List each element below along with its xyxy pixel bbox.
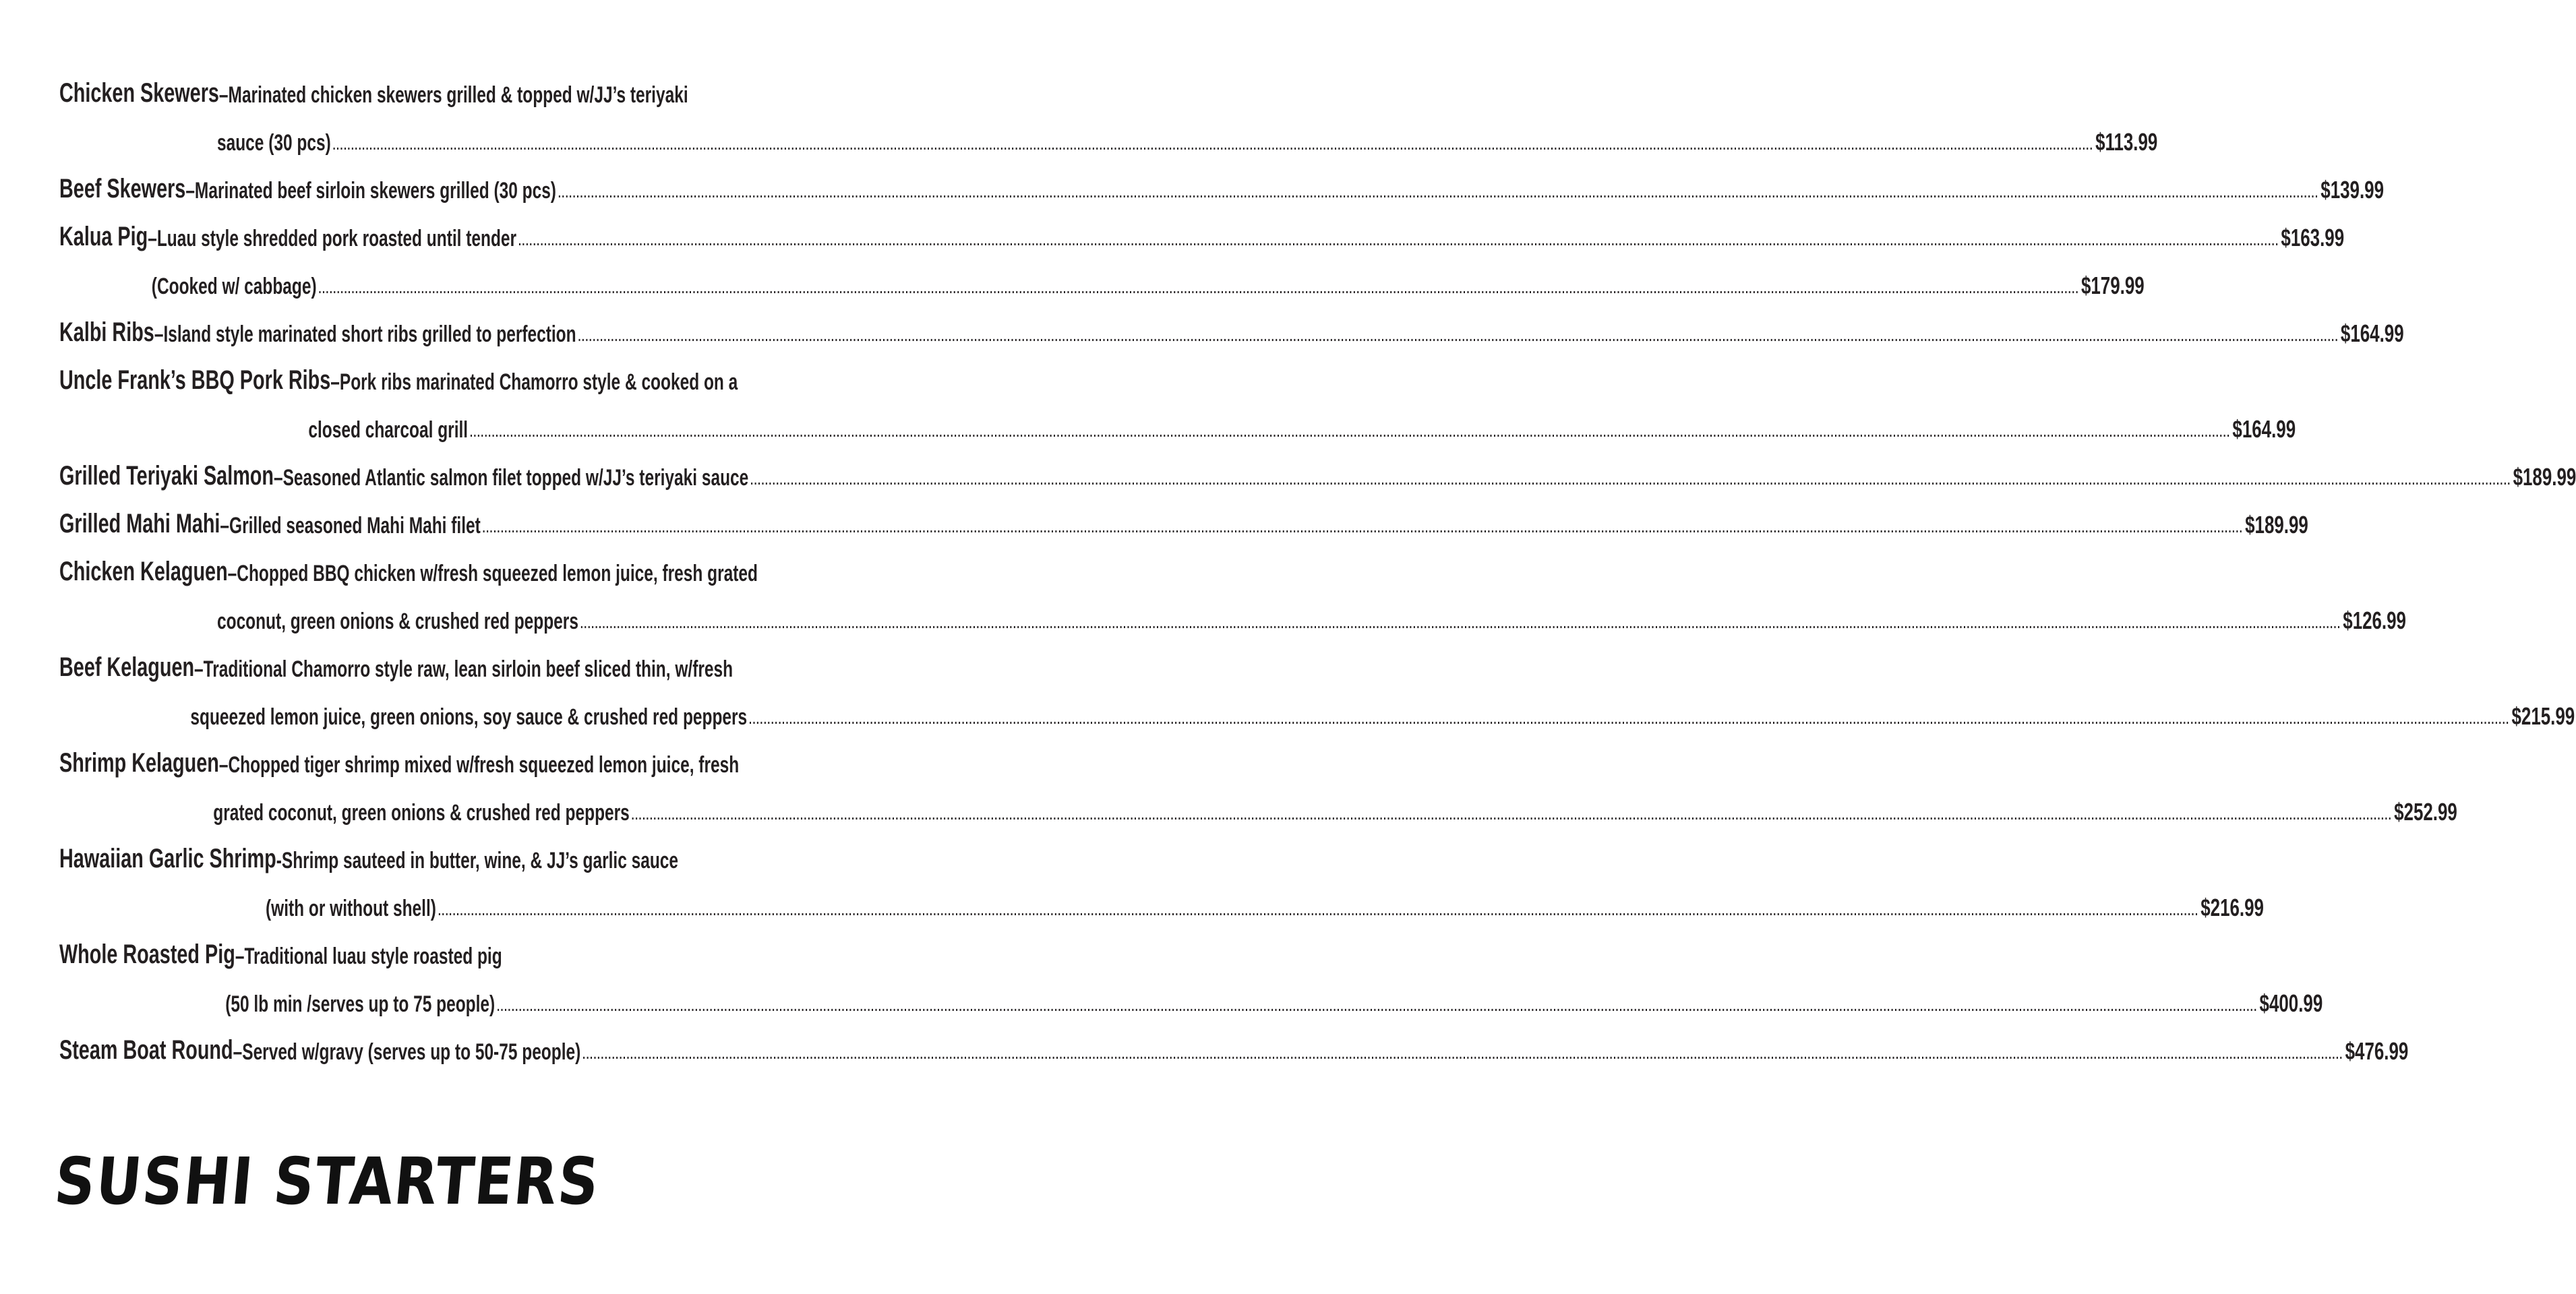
item-price: $400.99 — [2259, 989, 2323, 1017]
menu-item-continuation — [59, 874, 2264, 922]
item-name: Grilled Mahi Mahi — [59, 509, 220, 538]
item-description-continued: squeezed lemon juice, green onions, soy sauce & crushed red peppers — [190, 704, 748, 730]
item-name: Chicken Skewers — [59, 78, 219, 108]
item-description: Marinated chicken skewers grilled & topped w/JJ’s teriyaki — [228, 82, 688, 108]
item-description: Marinated beef sirloin skewers grilled (30 pcs) — [194, 178, 556, 204]
item-name: Grilled Teriyaki Salmon — [59, 461, 274, 491]
item-price: $476.99 — [2345, 1037, 2409, 1065]
menu-item-kalua-pig — [59, 204, 2345, 252]
item-separator: – — [233, 1039, 243, 1065]
item-description-continued: closed charcoal grill — [308, 417, 469, 443]
menu-item-garlic-shrimp — [59, 826, 944, 874]
item-name: Kalbi Ribs — [59, 317, 154, 347]
item-separator: - — [276, 848, 282, 873]
item-price: $164.99 — [2232, 415, 2296, 443]
item-description: Served w/gravy (serves up to 50-75 people) — [242, 1039, 581, 1065]
item-separator: – — [235, 944, 245, 969]
item-description: Traditional luau style roasted pig — [244, 944, 502, 969]
item-description-continued: coconut, green onions & crushed red peppers — [217, 609, 578, 634]
item-price: $216.99 — [2200, 894, 2264, 921]
item-description: Seasoned Atlantic salmon filet topped w/JJ’s teriyaki sauce — [282, 465, 749, 491]
dot-leader — [749, 713, 2510, 727]
item-description-continued: (50 lb min /serves up to 75 people) — [225, 991, 496, 1017]
item-separator: – — [154, 321, 164, 347]
item-description-continued: (with or without shell) — [266, 896, 436, 921]
item-variant-price: $179.99 — [2080, 272, 2145, 299]
menu-item-kalbi-ribs — [59, 300, 2404, 348]
dot-leader — [580, 617, 2341, 631]
item-separator: – — [148, 226, 157, 251]
item-price: $163.99 — [2281, 224, 2345, 251]
item-price: $252.99 — [2394, 798, 2457, 826]
dot-leader — [497, 1000, 2258, 1014]
item-description: Chopped tiger shrimp mixed w/fresh squeezed lemon juice, fresh — [228, 752, 740, 778]
item-price: $139.99 — [2320, 176, 2385, 204]
menu-item-shrimp-kelaguen — [59, 731, 944, 778]
menu-item-beef-kelaguen — [59, 635, 944, 683]
menu-item-mahi-mahi — [59, 491, 2308, 539]
item-separator: – — [218, 752, 229, 778]
item-description: Shrimp sauteed in butter, wine, & JJ’s garlic sauce — [281, 848, 679, 873]
item-separator: – — [330, 369, 340, 395]
menu-item-whole-roasted-pig — [59, 922, 944, 970]
dot-leader — [470, 426, 2231, 439]
item-name: Beef Kelaguen — [59, 652, 195, 682]
menu-item-continuation — [59, 396, 2296, 443]
item-name: Whole Roasted Pig — [59, 939, 235, 969]
dot-leader — [558, 187, 2319, 200]
menu-item-continuation — [59, 683, 2575, 731]
dot-leader — [333, 139, 2094, 152]
item-name: Kalua Pig — [59, 222, 148, 251]
menu-item-continuation — [59, 587, 2406, 635]
dot-leader — [578, 330, 2339, 344]
item-variant: (Cooked w/ cabbage) — [151, 274, 317, 299]
section-title: SUSHI STARTERS — [51, 1144, 603, 1219]
item-name: Hawaiian Garlic Shrimp — [59, 844, 276, 873]
menu-item-kalua-pig-cabbage — [59, 252, 2145, 300]
item-description: Grilled seasoned Mahi Mahi filet — [229, 513, 481, 538]
menu-list — [59, 61, 2576, 1066]
menu-item-bbq-pork-ribs — [59, 348, 944, 396]
item-separator: – — [227, 561, 237, 586]
menu-item-chicken-kelaguen — [59, 539, 944, 587]
item-separator: – — [218, 82, 229, 108]
menu-item-teriyaki-salmon — [59, 443, 2576, 491]
dot-leader — [750, 474, 2511, 487]
dot-leader — [632, 809, 2393, 822]
item-price: $189.99 — [2513, 463, 2576, 491]
dot-leader — [518, 235, 2279, 248]
item-price: $164.99 — [2340, 319, 2404, 347]
item-price: $126.99 — [2343, 607, 2406, 634]
item-name: Chicken Kelaguen — [59, 557, 228, 586]
item-description: Luau style shredded pork roasted until tender — [156, 226, 517, 251]
menu-item-continuation — [59, 970, 2323, 1018]
dot-leader — [483, 522, 2244, 535]
item-description: Traditional Chamorro style raw, lean sirloin beef sliced thin, w/fresh — [203, 656, 733, 682]
dot-leader — [319, 282, 2080, 296]
dot-leader — [438, 904, 2199, 918]
menu-item-beef-skewers — [59, 156, 2385, 204]
menu-item-chicken-skewers — [59, 61, 944, 109]
item-price: $215.99 — [2511, 702, 2575, 730]
menu-item-continuation — [59, 109, 2158, 156]
item-price: $113.99 — [2095, 128, 2158, 156]
item-description: Island style marinated short ribs grilled to perfection — [163, 321, 576, 347]
item-description: Chopped BBQ chicken w/fresh squeezed lemon juice, fresh grated — [237, 561, 758, 586]
item-separator: – — [220, 513, 230, 538]
menu-item-continuation — [59, 778, 2457, 826]
dot-leader — [582, 1048, 2343, 1061]
item-description-continued: grated coconut, green onions & crushed red peppers — [213, 800, 630, 826]
menu-item-steam-boat-round — [59, 1018, 2409, 1066]
item-separator: – — [185, 178, 195, 204]
item-price: $189.99 — [2245, 511, 2308, 538]
item-name: Shrimp Kelaguen — [59, 748, 219, 778]
item-name: Beef Skewers — [59, 174, 186, 204]
item-description: Pork ribs marinated Chamorro style & cooked on a — [339, 369, 738, 395]
item-description-continued: sauce (30 pcs) — [217, 130, 331, 156]
item-separator: – — [194, 656, 204, 682]
item-name: Steam Boat Round — [59, 1035, 233, 1065]
item-separator: – — [273, 465, 283, 491]
item-name: Uncle Frank’s BBQ Pork Ribs — [59, 365, 331, 395]
